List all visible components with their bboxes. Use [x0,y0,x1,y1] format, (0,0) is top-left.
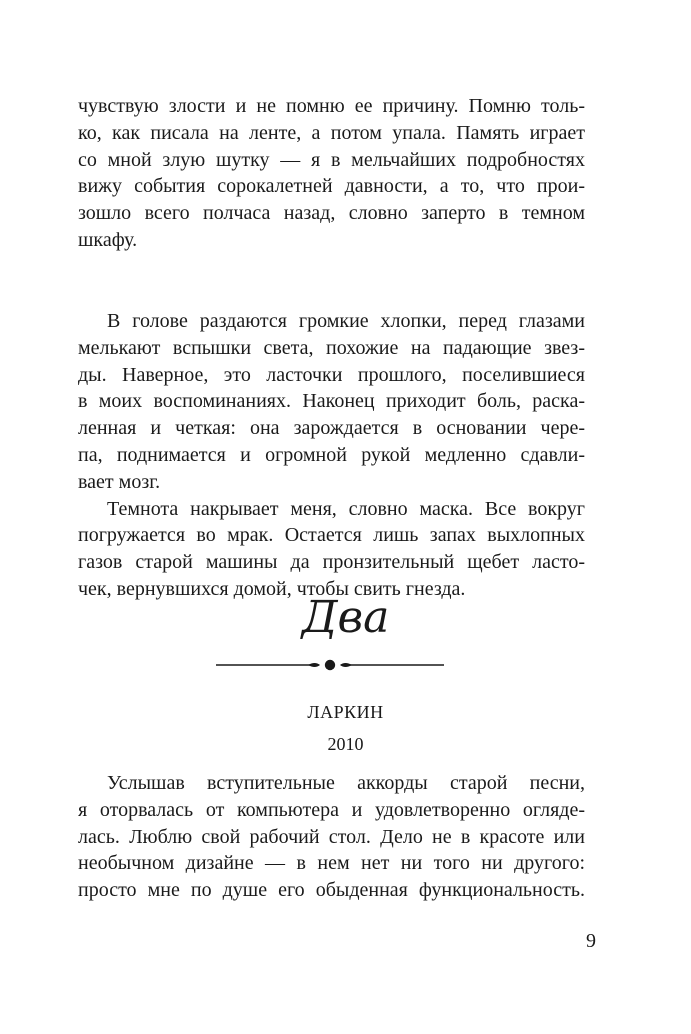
text-line: ко, как писала на ленте, а потом упала. Память играет [78,121,585,144]
text-line: вижу события сорокалетней давности, а то, что прои- [78,175,585,198]
chapter-narrator: ЛАРКИН [307,702,384,722]
text-line: газов старой машины да пронзительный щебет ласто- [78,551,585,574]
paragraph [78,770,585,904]
text-line: Темнота накрывает меня, словно маска. Все вокруг [107,497,585,520]
paragraph [78,308,585,496]
text-line: просто мне по душе его обыденная функциональность. [78,879,585,902]
text-line: па, поднимается и огромной рукой медленно сдавли- [78,443,585,466]
text-line: В голове раздаются громкие хлопки, перед глазами [107,310,585,332]
text-line: мелькают вспышки света, похожие на падающие звез- [78,336,585,359]
text-line: ленная и четкая: она зарождается в основании чере- [78,417,585,440]
paragraph [78,93,585,254]
text-line: шкафу. [78,228,138,251]
text-line: чек, вернувшихся домой, чтобы свить гнезда. [78,577,466,600]
paragraph [78,496,585,603]
text-line: вает мозг. [78,470,161,493]
text-line: погружается во мрак. Остается лишь запах выхлопных [78,524,585,547]
page-number: 9 [586,930,596,952]
text-line: я оторвалась от компьютера и удовлетворенно огляде- [78,798,585,821]
text-line: Услышав вступительные аккорды старой песни, [107,772,585,794]
text-line: лась. Люблю свой рабочий стол. Дело не в красоте или [78,825,585,848]
text-line: необычном дизайне — в нем нет ни того ни другого: [78,852,585,875]
text-line: чувствую злости и не помню ее причину. Помню толь- [78,95,585,117]
body-text-top [78,93,585,254]
ornament-divider-icon [216,655,444,675]
text-line: в моих воспоминаниях. Наконец приходит боль, раска- [78,390,585,413]
chapter-year: 2010 [327,734,364,754]
body-text-middle [78,308,585,603]
body-text-bottom [78,770,585,904]
text-line: со мной злую шутку — я в мельчайших подробностях [78,148,585,171]
text-line: ды. Наверное, это ласточки прошлого, поселившиеся [78,363,585,386]
text-line: зошло всего полчаса назад, словно заперто в темном [78,202,585,225]
chapter-title: Два [301,592,390,643]
